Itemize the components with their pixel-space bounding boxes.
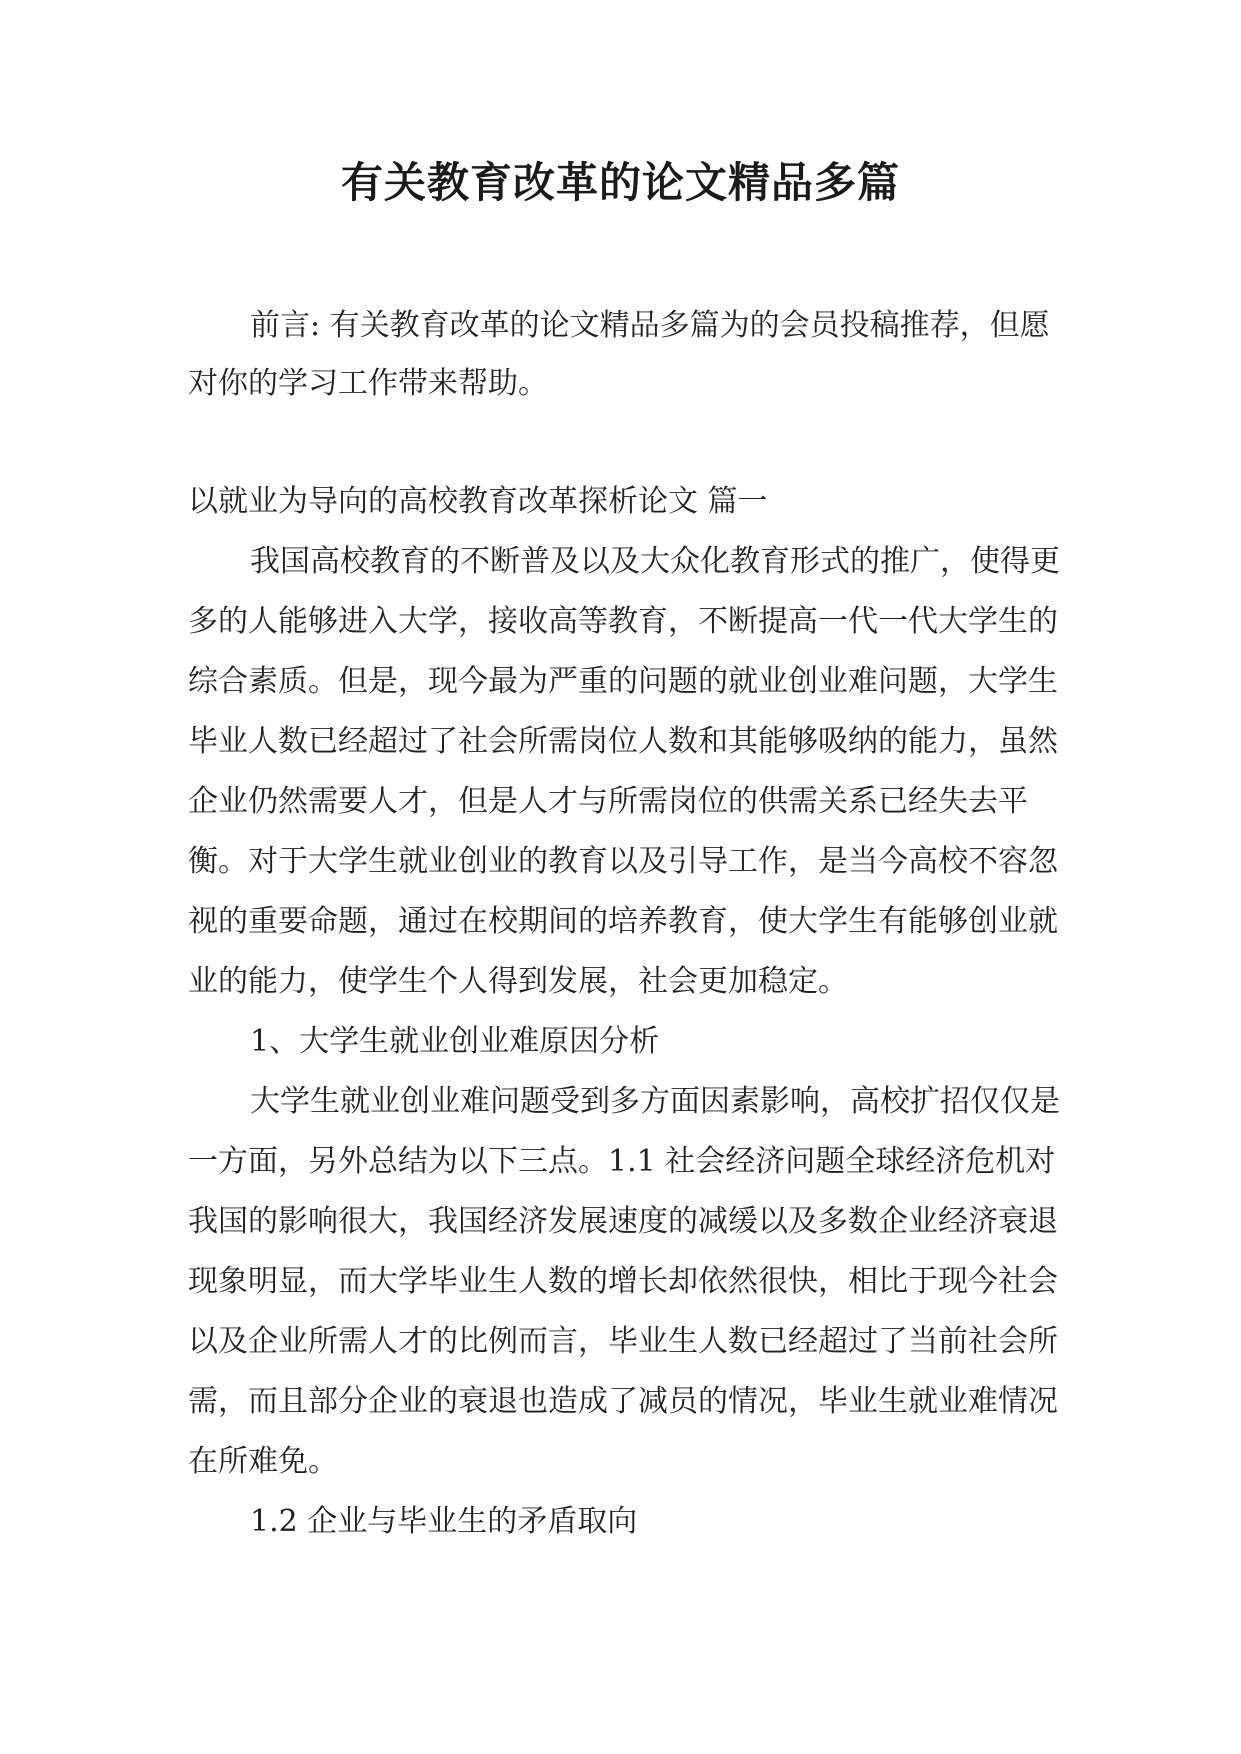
section-heading: 以就业为导向的高校教育改革探析论文 篇一	[188, 484, 768, 519]
preface-paragraph: 前言: 有关教育改革的论文精品多篇为的会员投稿推荐，但愿对你的学习工作带来帮助。	[188, 308, 1050, 401]
subheading: 1.2 企业与毕业生的矛盾取向	[250, 1504, 638, 1539]
preface-block	[188, 297, 1068, 413]
document-title: 有关教育改革的论文精品多篇	[340, 158, 900, 207]
body-paragraph: 大学生就业创业难问题受到多方面因素影响，高校扩招仅仅是一方面，另外总结为以下三点。1.1 社会经济问题全球经济危机对我国的影响很大，我国经济发展速度的减缓以及多数企业经济衰退现象明显，而大学毕业生人数的增长却依然很快，相比于现今社会以及企业所需人才的比例而言，毕业生人数已经超过了当前社会所需，而且部分企业的衰退也造成了减员的情况，毕业生就业难情况在所难免。	[188, 1084, 1060, 1479]
article-section	[188, 472, 1068, 1552]
subheading: 1、大学生就业创业难原因分析	[250, 1024, 660, 1059]
body-paragraph: 我国高校教育的不断普及以及大众化教育形式的推广，使得更多的人能够进入大学，接收高等教育，不断提高一代一代大学生的综合素质。但是，现今最为严重的问题的就业创业难问题，大学生毕业人数已经超过了社会所需岗位人数和其能够吸纳的能力，虽然企业仍然需要人才，但是人才与所需岗位的供需关系已经失去平衡。对于大学生就业创业的教育以及引导工作，是当今高校不容忽视的重要命题，通过在校期间的培养教育，使大学生有能够创业就业的能力，使学生个人得到发展，社会更加稳定。	[188, 544, 1060, 999]
